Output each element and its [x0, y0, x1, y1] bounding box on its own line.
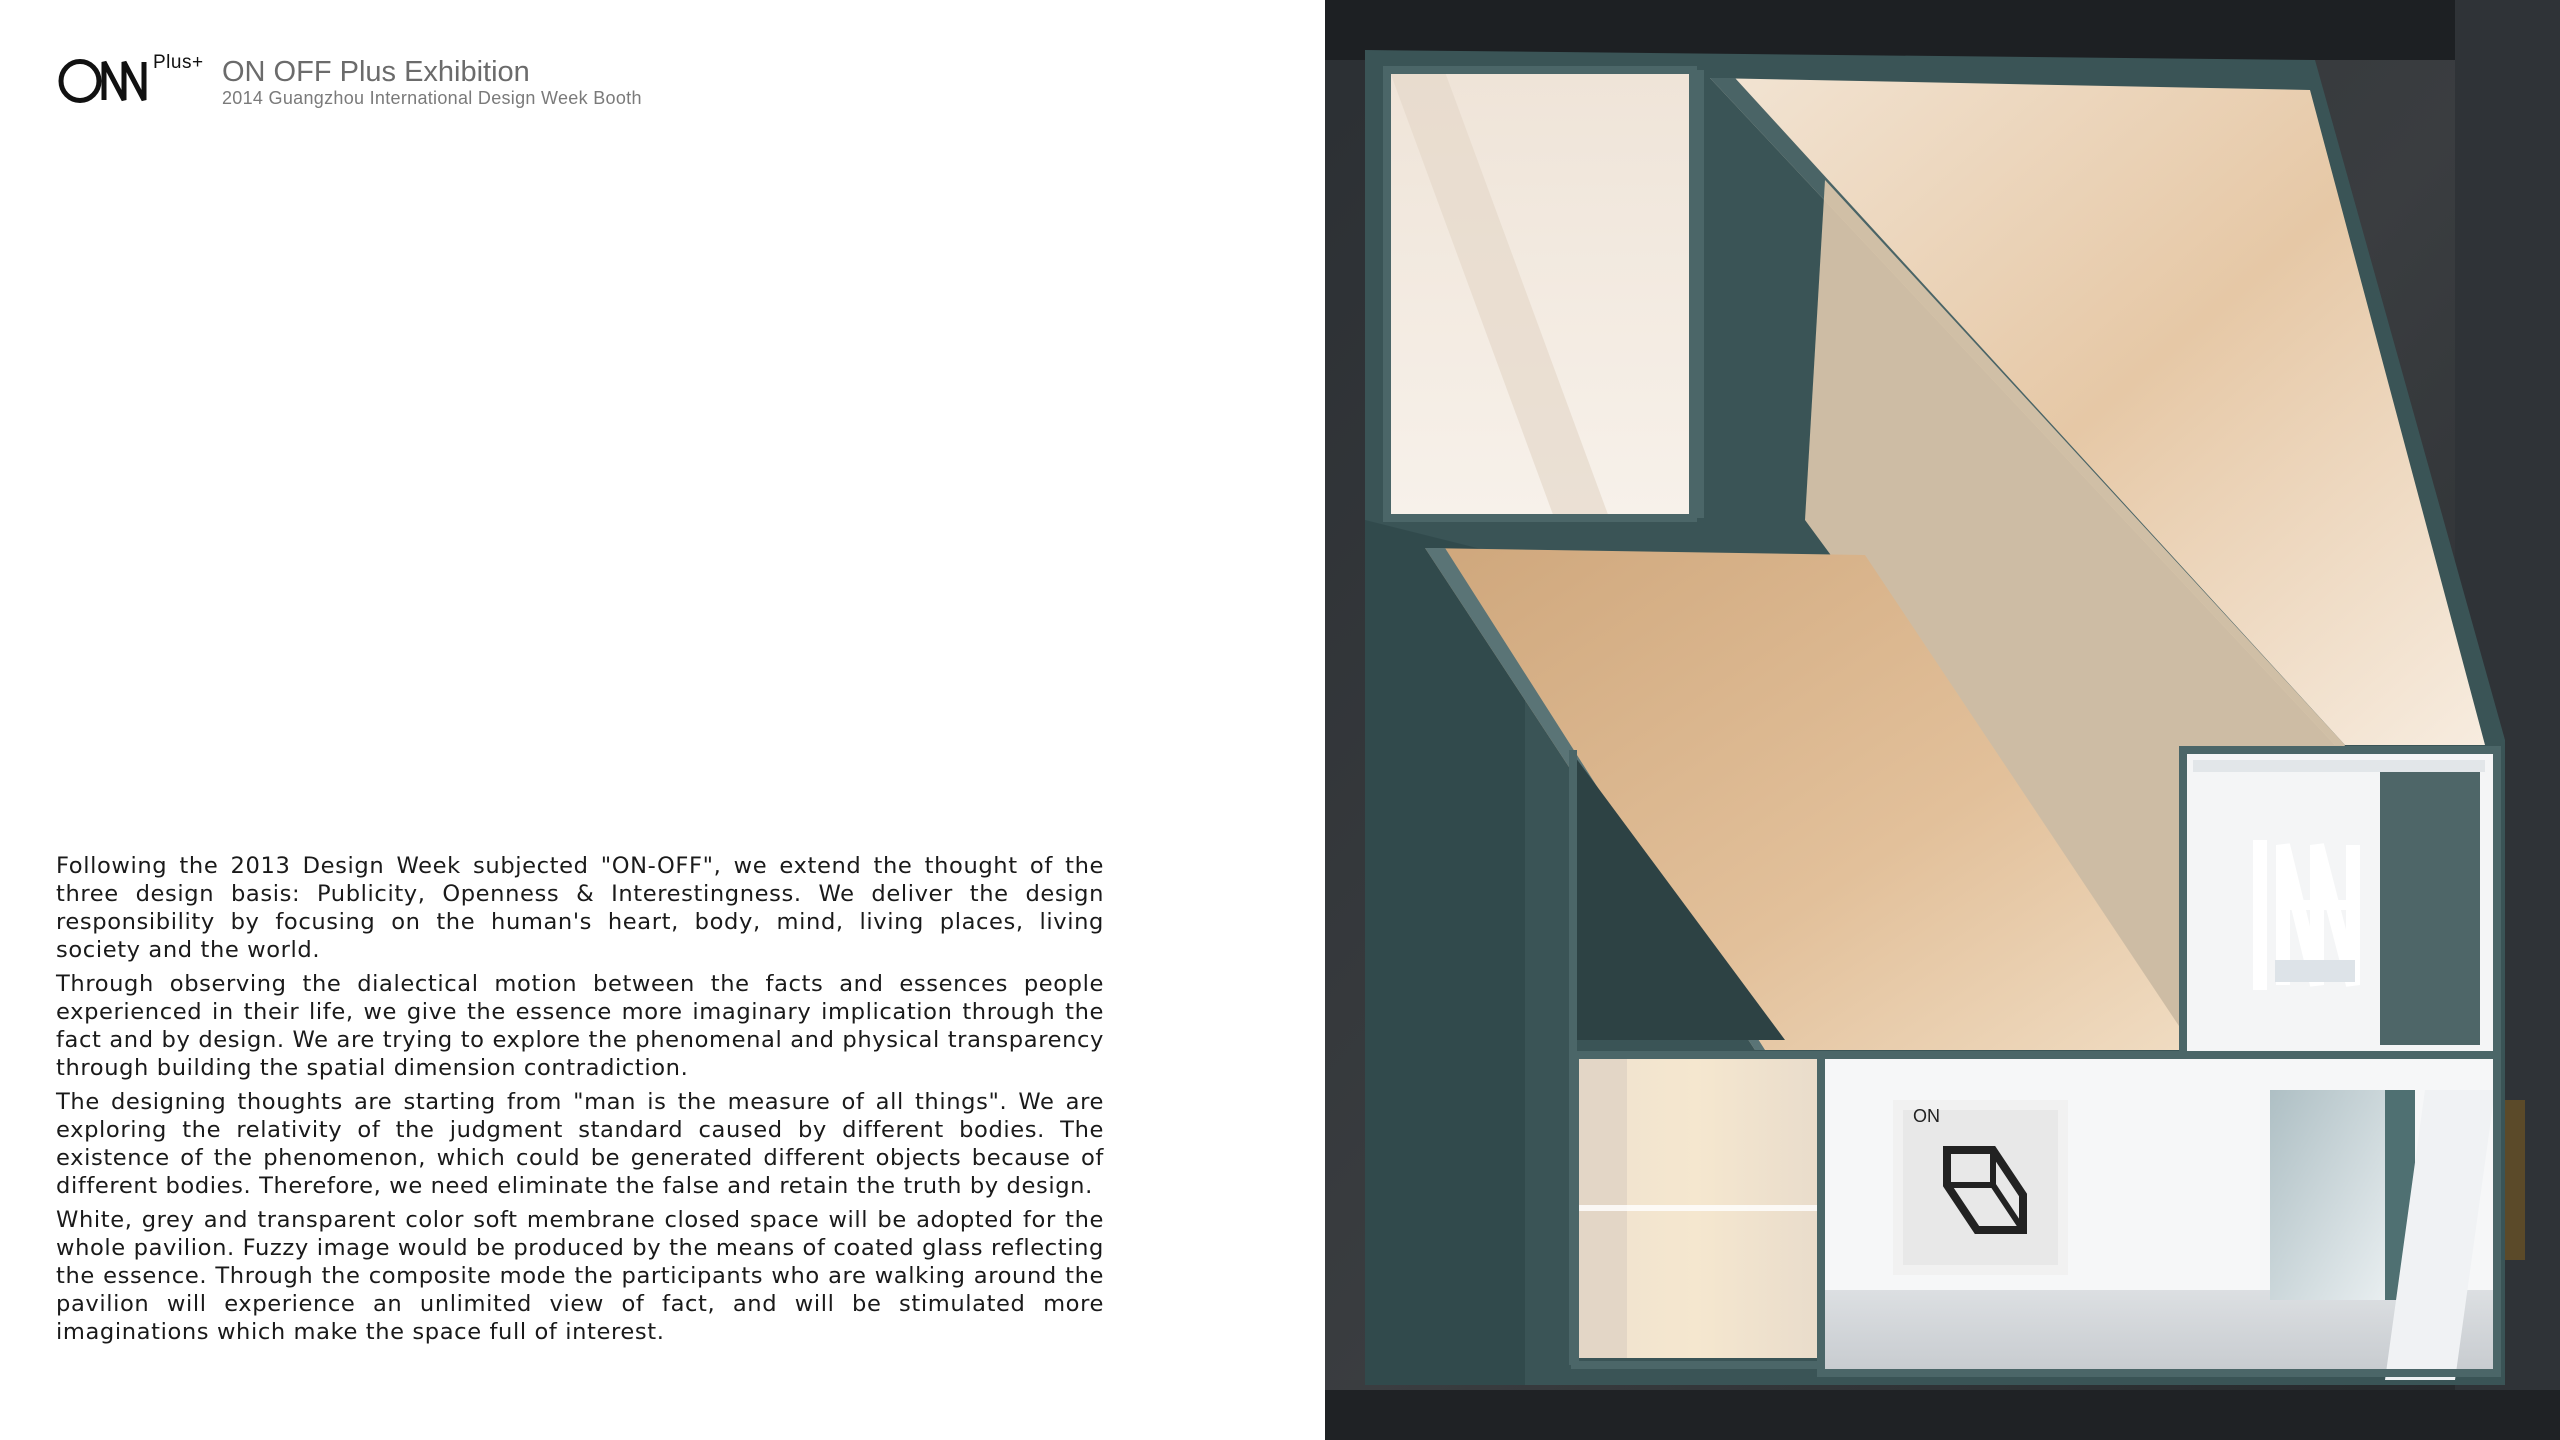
booth-photo: [1325, 0, 2560, 1440]
booth-small-logo: ON: [1913, 1106, 1940, 1126]
paragraph-3: The designing thoughts are starting from "man is the measure of all things". We are exploring the relativity of the judgment standard caused by different bodies. The existence of the phenomenon, which could be generated different objects because of different bodies. Therefore, we need eliminate the false and retain the truth by design.: [56, 1089, 1104, 1199]
description-text: [56, 852, 1104, 1352]
paragraph-2: Through observing the dialectical motion between the facts and essences people experienced in their life, we give the essence more imaginary implication through the fact and by design. We are trying to explore the phenomenal and physical transparency through building the spatial dimension contradiction.: [56, 971, 1104, 1081]
on-off-logo: [58, 52, 208, 112]
title-block: [222, 56, 642, 108]
page-title: ON OFF Plus Exhibition: [222, 56, 530, 88]
header: [58, 52, 642, 112]
page-subtitle: 2014 Guangzhou International Design Week Booth: [222, 88, 642, 108]
logo-plus-label: Plus+: [153, 52, 204, 73]
paragraph-1: Following the 2013 Design Week subjected "ON-OFF", we extend the thought of the three design basis: Publicity, Openness & Interestingness. We deliver the design responsibility by focusing on the human's heart, body, mind, living places, living society and the world.: [56, 853, 1104, 963]
paragraph-4: White, grey and transparent color soft membrane closed space will be adopted for the whole pavilion. Fuzzy image would be produced by the means of coated glass reflecting the essence. Through the composite mode the participants who are walking around the pavilion will experience an unlimited view of fact, and will be stimulated more imaginations which make the space full of interest.: [56, 1207, 1104, 1345]
on-off-logo-mark-icon: [58, 58, 154, 104]
booth-illustration: [1325, 0, 2560, 1440]
